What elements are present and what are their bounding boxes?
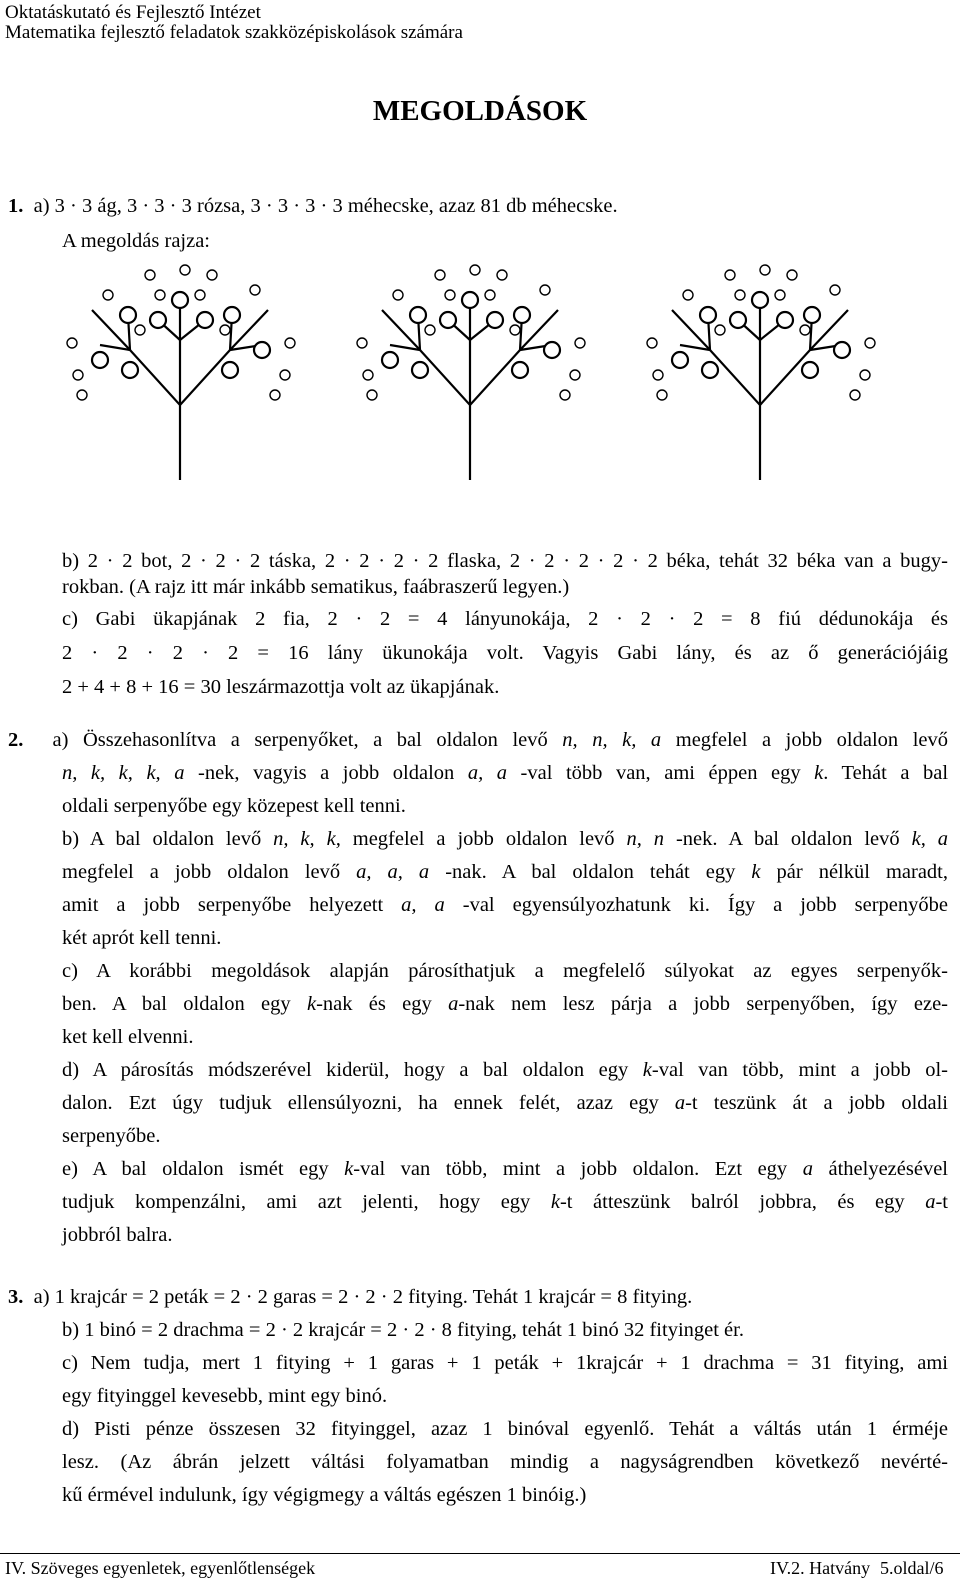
p2-e2-mid: -t átteszünk balról jobbra, és egy	[559, 1191, 926, 1213]
p2-b3-pre: amit a jobb serpenyőbe helyezett	[62, 894, 402, 916]
p2-b1-it2: n, n	[626, 828, 665, 850]
p2-b-line2	[62, 859, 948, 885]
p3-d-line1: d) Pisti pénze összesen 32 fityinggel, azaz 1 binóval egyenlő. Tehát a váltás után 1 érméje	[62, 1418, 948, 1440]
p2-a1-post: megfelel a jobb oldalon levő	[661, 729, 949, 751]
p3-a-text: a) 1 krajcár = 2 peták = 2 · 2 garas = 2 · 2 · 2 fitying. Tehát 1 krajcár = 8 fitying.	[33, 1286, 693, 1308]
p2-c-line1: c) A korábbi megoldások alapján párosíthatjuk a megfelelő súlyokat az egyes serpenyők-	[62, 960, 948, 982]
p2-d-line1	[62, 1057, 948, 1083]
p2-e-line1	[62, 1156, 948, 1182]
p2-e-line3: jobbról balra.	[62, 1224, 173, 1246]
p2-a2-mid2: -val több van, ami éppen egy	[507, 762, 815, 784]
p2-a2-it2: a, a	[467, 762, 508, 784]
p2-b2-it1: a, a, a	[356, 861, 430, 883]
p2-a-line1	[8, 727, 948, 753]
p3-c-line2: egy fityinggel kevesebb, mint egy binó.	[62, 1385, 388, 1407]
p2-c2-mid: -nak és egy	[316, 993, 449, 1015]
p2-a1-italic: n, n, k, a	[562, 729, 662, 751]
p3-c-line1: c) Nem tudja, mert 1 fitying + 1 garas + 1 peták + 1krajcár + 1 drachma = 31 fitying, ami	[62, 1352, 948, 1374]
p3-a-line	[8, 1284, 692, 1310]
header-institute: Oktatáskutató és Fejlesztő Intézet	[5, 2, 261, 23]
p1-b-line1: b) 2 · 2 bot, 2 · 2 · 2 táska, 2 · 2 · 2 · 2 flaska, 2 · 2 · 2 · 2 · 2 béka, tehát 32 béka van a bugy-	[62, 550, 948, 572]
p2-b1-mid2: -nek. A bal oldalon levő	[664, 828, 912, 850]
p1-c-line1: c) Gabi ükapjának 2 fia, 2 · 2 = 4 lányunokája, 2 · 2 · 2 = 8 fiú dédunokája és	[62, 608, 948, 630]
p2-b2-mid: -nak. A bal oldalon tehát egy	[429, 861, 752, 883]
footer-page-number: 5.oldal/6	[880, 1558, 944, 1578]
p2-e2-it1: k	[550, 1191, 560, 1213]
p2-c2-post: -nak nem lesz párja a jobb serpenyőben, így eze-	[458, 993, 948, 1015]
p2-b2-post: pár nélkül maradt,	[760, 861, 948, 883]
p2-e1-post: áthelyezésével	[812, 1158, 949, 1180]
p2-c2-pre: ben. A bal oldalon egy	[62, 993, 307, 1015]
page-title: MEGOLDÁSOK	[372, 95, 588, 127]
p2-b1-mid: megfelel a jobb oldalon levő	[340, 828, 627, 850]
p1-c-line3: 2 + 4 + 8 + 16 = 30 leszármazottja volt az ükapjának.	[62, 676, 500, 698]
p1-c-line2: 2 · 2 · 2 · 2 = 16 lány ükunokája volt. Vagyis Gabi lány, és az ő generációjáig	[62, 642, 948, 664]
p2-c-line2	[62, 991, 948, 1017]
p1-a-text: a) 3 · 3 ág, 3 · 3 · 3 rózsa, 3 · 3 · 3 · 3 méhecske, azaz 81 db méhecske.	[33, 195, 618, 217]
footer-chapter: IV.2. Hatvány	[770, 1558, 871, 1578]
p2-d2-pre: dalon. Ezt úgy tudjuk ellensúlyozni, ha ennek felét, azaz egy	[62, 1092, 675, 1114]
p2-a1-pre: a) Összehasonlítva a serpenyőket, a bal oldalon levő	[52, 729, 563, 751]
p1-b-line2: rokban. (A rajz itt már inkább sematikus, faábraszerű legyen.)	[62, 576, 570, 598]
p2-a-line2	[62, 760, 948, 786]
footer-divider	[0, 1553, 960, 1554]
p2-e1-pre: e) A bal oldalon ismét egy	[62, 1158, 345, 1180]
p2-b1-pre: b) A bal oldalon levő	[62, 828, 274, 850]
p2-c2-it1: k	[306, 993, 317, 1015]
p3-b-line: b) 1 binó = 2 drachma = 2 · 2 krajcár = 2 · 2 · 8 fitying, tehát 1 binó 32 fityinget ér.	[62, 1319, 744, 1341]
p2-a-line3: oldali serpenyőbe egy közepest kell tenni.	[62, 795, 406, 817]
problem-1-number: 1.	[8, 195, 24, 217]
p2-b-line3	[62, 892, 948, 918]
p2-b-line4: két aprót kell tenni.	[62, 927, 222, 949]
p2-c-line3: ket kell elvenni.	[62, 1026, 194, 1048]
p3-d-line2: lesz. (Az ábrán jelzett váltási folyamatban mindig a nagyságrendben következő nevérté-	[62, 1451, 948, 1473]
p2-b3-post: -val egyensúlyozhatunk ki. Így a jobb serpenyőbe	[444, 894, 948, 916]
p2-a2-post: . Tehát a bal	[823, 762, 949, 784]
p2-a2-it3: k	[814, 762, 824, 784]
p2-d-line2	[62, 1090, 948, 1116]
p1-line-a	[8, 193, 618, 219]
p2-a2-mid: -nek, vagyis a jobb oldalon	[184, 762, 468, 784]
p2-d-line3: serpenyőbe.	[62, 1125, 161, 1147]
p2-b3-it: a, a	[401, 894, 445, 916]
p2-c2-it2: a	[448, 993, 459, 1015]
p2-e1-it2: a	[802, 1158, 813, 1180]
p2-e1-mid: -val van több, mint a jobb oldalon. Ezt egy	[353, 1158, 803, 1180]
problem-2-number: 2.	[8, 729, 24, 751]
p2-e2-pre: tudjuk kompenzálni, ami azt jelenti, hogy egy	[62, 1191, 551, 1213]
p2-b1-it1: n, k, k,	[273, 828, 341, 850]
rose-trees-illustration	[0, 255, 960, 490]
p2-d1-post: -val van több, mint a jobb ol-	[651, 1059, 948, 1081]
problem-3-number: 3.	[8, 1286, 24, 1308]
header-series: Matematika fejlesztő feladatok szakközépiskolások számára	[5, 22, 463, 43]
p1-drawing-label: A megoldás rajza:	[62, 230, 211, 252]
p2-d2-post: -t teszünk át a jobb oldali	[685, 1092, 949, 1114]
p2-b2-pre: megfelel a jobb oldalon levő	[62, 861, 357, 883]
p2-b-line1	[62, 826, 948, 852]
p2-e-line2	[62, 1189, 948, 1215]
p2-e2-it2: a	[925, 1191, 936, 1213]
p2-d2-it: a	[674, 1092, 686, 1114]
p2-a2-it1: n, k, k, k, a	[62, 762, 185, 784]
p2-d1-pre: d) A párosítás módszerével kiderül, hogy a bal oldalon egy	[62, 1059, 643, 1081]
p2-e2-post: -t	[935, 1191, 948, 1213]
p2-e1-it1: k	[344, 1158, 354, 1180]
p2-d1-it: k	[642, 1059, 652, 1081]
p2-b2-it2: k	[751, 861, 761, 883]
p3-d-line3: kű érmével indulunk, így végigmegy a váltás egészen 1 binóig.)	[62, 1484, 587, 1506]
footer-section-title: IV. Szöveges egyenletek, egyenlőtlenségek	[5, 1558, 316, 1578]
p2-b1-it3: k, a	[911, 828, 949, 850]
